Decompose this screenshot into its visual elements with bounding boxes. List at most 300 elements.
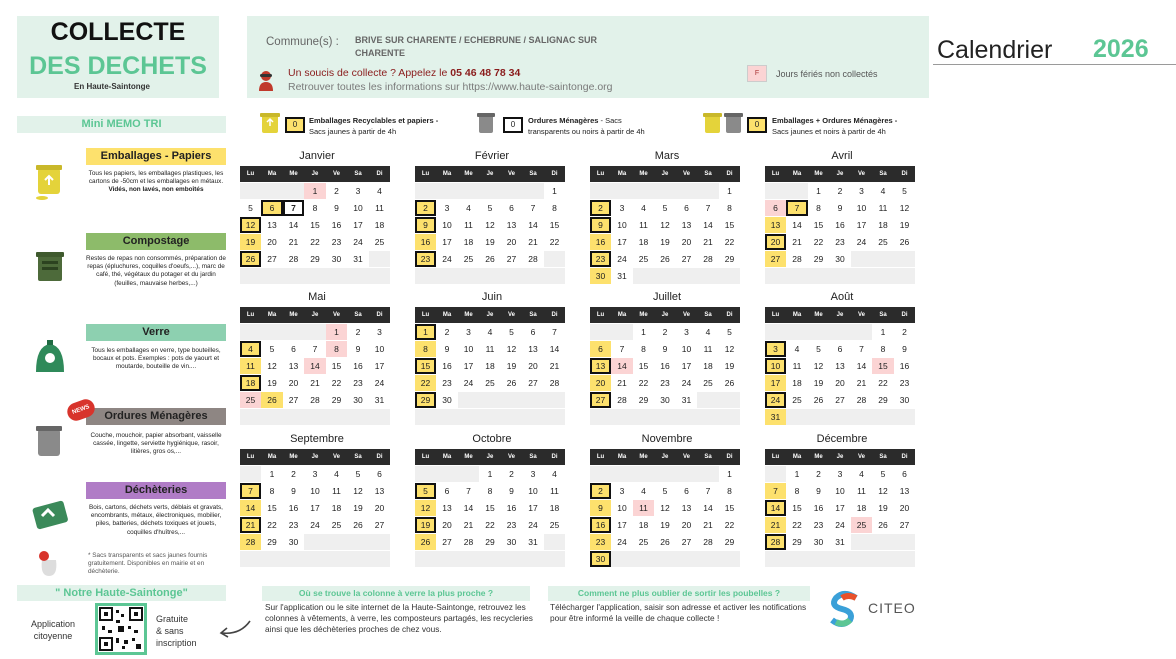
calendar-day: 17 xyxy=(310,503,320,513)
calendar-day: 16 xyxy=(506,503,517,513)
calendar-day: 15 xyxy=(638,361,649,371)
calendar-day: 13 xyxy=(681,220,692,230)
calendar-day: 10 xyxy=(681,344,692,354)
calendar-empty-cell xyxy=(415,551,436,567)
calendar-day: 22 xyxy=(415,375,436,391)
glass-container-icon xyxy=(30,336,70,376)
memo-category-desc-text: Restes de repas non consommés, préparation de repas (épluchures, coquilles d'oeufs,...), marc de café, thé, végétaux du potager et du jardin (feuilles, mauvaise herbes,...) xyxy=(86,255,226,287)
calendar-empty-cell xyxy=(283,324,304,340)
calendar-day: 1 xyxy=(487,469,493,479)
calendar-empty-cell xyxy=(654,268,676,284)
calendar-day: 31 xyxy=(617,271,627,281)
calendar-day: 2 xyxy=(902,327,907,337)
calendar-empty-cell xyxy=(369,534,390,550)
calendar-day: 28 xyxy=(703,537,713,547)
sacs-note: * Sacs transparents et sacs jaunes fournis gratuitement. Disponibles en mairie et en déchèterie. xyxy=(88,552,208,575)
calendar-day: 26 xyxy=(899,237,910,247)
calendar-day: 7 xyxy=(705,203,711,213)
calendar-empty-cell xyxy=(347,268,369,284)
calendar-day: 6 xyxy=(377,469,382,479)
calendar-day: 28 xyxy=(856,395,867,405)
calendar-day: 29 xyxy=(792,537,802,547)
calendar-day: 9 xyxy=(334,203,339,213)
calendar-empty-cell xyxy=(829,324,851,340)
calendar-day: 19 xyxy=(240,234,261,250)
memo-category-desc xyxy=(86,432,226,457)
gratuite-text xyxy=(156,613,197,649)
calendar-day: 11 xyxy=(332,486,341,496)
calendar-day: 11 xyxy=(485,344,495,354)
calendar-day: 6 xyxy=(684,486,689,496)
calendar-day: 2 xyxy=(415,200,436,216)
calendar-day: 18 xyxy=(878,220,888,230)
calendar-day: 12 xyxy=(813,361,824,371)
calendar-day: 20 xyxy=(681,237,692,247)
month-title: Mai xyxy=(308,291,326,303)
calendar-empty-cell xyxy=(697,183,719,199)
curved-arrow-icon xyxy=(218,617,252,639)
calendar-day: 13 xyxy=(835,361,845,371)
month-title: Septembre xyxy=(290,433,344,445)
legend-ordures xyxy=(528,115,678,137)
calendar-empty-cell xyxy=(808,324,829,340)
calendar-year: 2026 xyxy=(1093,35,1149,63)
calendar-day: 7 xyxy=(705,486,711,496)
calendar-empty-cell xyxy=(240,183,261,199)
calendar-day: 30 xyxy=(813,537,824,547)
calendar-day: 23 xyxy=(288,520,299,530)
calendar-day: 11 xyxy=(639,220,648,230)
calendar-day: 9 xyxy=(816,486,821,496)
calendar-day: 18 xyxy=(374,220,385,230)
calendar-day: 6 xyxy=(590,341,611,357)
calendar-day: 28 xyxy=(617,395,627,405)
weekday-header: Sa xyxy=(697,307,719,323)
calendar-day: 25 xyxy=(878,237,888,247)
calendar-day: 11 xyxy=(550,486,559,496)
qr-code-icon xyxy=(98,606,144,652)
calendar-day: 23 xyxy=(899,378,910,388)
calendar-empty-cell xyxy=(894,268,915,284)
calendar-day: 17 xyxy=(374,361,385,371)
calendar-day: 26 xyxy=(240,251,261,267)
calendar-day: 17 xyxy=(617,520,627,530)
calendar-day: 11 xyxy=(375,203,384,213)
calendar-day: 4 xyxy=(240,341,261,357)
memo-category-desc xyxy=(86,504,226,537)
calendar-empty-cell xyxy=(304,551,326,567)
calendar-empty-cell xyxy=(676,466,697,482)
calendar-empty-cell xyxy=(261,324,283,340)
calendar-day: 15 xyxy=(872,358,894,374)
legend-emballages-title: Emballages Recyclables et papiers - xyxy=(309,116,439,125)
calendar-day: 10 xyxy=(617,220,627,230)
calendar-empty-cell xyxy=(436,466,458,482)
weekday-header: Ve xyxy=(676,307,697,323)
yellow-bin-icon xyxy=(30,160,70,200)
calendar-day: 12 xyxy=(415,500,436,516)
legend-ordures-sub: transparents ou noirs à partir de 4h xyxy=(528,127,645,136)
calendar-day: 30 xyxy=(899,395,910,405)
calendar-empty-cell xyxy=(894,551,915,567)
calendar-empty-cell xyxy=(786,324,808,340)
calendar-empty-cell xyxy=(369,409,390,425)
calendar-title: Calendrier xyxy=(937,36,1053,64)
bags-icon xyxy=(38,550,60,578)
calendar-day: 26 xyxy=(660,537,670,547)
website-link[interactable]: Retrouver toutes les informations sur https://www.haute-saintonge.org xyxy=(288,81,613,93)
calendar-day: 25 xyxy=(549,520,560,530)
calendar-day: 18 xyxy=(485,361,495,371)
title-underline xyxy=(933,64,1176,65)
calendar-day: 15 xyxy=(331,361,342,371)
calendar-day: 10 xyxy=(765,358,786,374)
calendar-day: 31 xyxy=(353,254,363,264)
calendar-day: 8 xyxy=(816,203,821,213)
calendar-day: 15 xyxy=(813,220,824,230)
calendar-empty-cell xyxy=(240,466,261,482)
oubli-poubelles-question: Comment ne plus oublier de sortir les poubelles ? xyxy=(548,586,810,601)
calendar-day: 19 xyxy=(660,237,670,247)
memo-title: Mini MEMO TRI xyxy=(17,116,226,133)
calendar-day: 20 xyxy=(681,520,692,530)
calendar-day: 26 xyxy=(485,254,495,264)
calendar-day: 27 xyxy=(835,395,845,405)
calendar-day: 19 xyxy=(878,503,888,513)
yellow-bin-icon xyxy=(259,110,281,134)
memo-category-title: Ordures Ménagères xyxy=(86,408,226,425)
calendar-day: 27 xyxy=(442,537,452,547)
legend-both-sub: Sacs jaunes et noirs à partir de 4h xyxy=(772,127,886,136)
memo-category-desc-text: Tous les papiers, les emballages plastiques, les cartons de -50cm et les emballages en métaux. xyxy=(88,170,224,186)
calendar-empty-cell xyxy=(808,409,829,425)
weekday-header: Lu xyxy=(765,307,786,323)
app-label xyxy=(17,618,89,642)
weekday-header: Di xyxy=(544,449,565,465)
calendar-empty-cell xyxy=(894,409,915,425)
calendar-empty-cell xyxy=(326,268,347,284)
calendar-day: 2 xyxy=(590,200,611,216)
calendar-empty-cell xyxy=(436,551,458,567)
phone-number[interactable]: 05 46 48 78 34 xyxy=(450,67,521,79)
calendar-day: 4 xyxy=(377,186,382,196)
weekday-header: Ve xyxy=(851,166,872,182)
calendar-day: 23 xyxy=(590,534,611,550)
gratuite-line2: & sans xyxy=(156,626,184,636)
weekday-header: Di xyxy=(894,166,915,182)
calendar-day: 10 xyxy=(310,486,320,496)
calendar-empty-cell xyxy=(501,268,522,284)
calendar-day: 26 xyxy=(724,378,735,388)
memo-category-desc-text: Couche, mouchoir, papier absorbant, vaisselle cassée, lingette, serviette hygiénique, rasoir, litières, gros os,... xyxy=(90,432,222,456)
grey-bin-icon xyxy=(30,420,70,460)
memo-category-title: Déchèteries xyxy=(86,482,226,499)
calendar-empty-cell xyxy=(369,251,390,267)
weekday-header: Di xyxy=(719,307,740,323)
calendar-day: 19 xyxy=(506,361,517,371)
month-title: Octobre xyxy=(472,433,512,445)
weekday-header: Lu xyxy=(590,449,611,465)
calendar-day: 6 xyxy=(291,344,296,354)
calendar-empty-cell xyxy=(347,551,369,567)
calendar-day: 9 xyxy=(662,344,668,354)
calendar-day: 11 xyxy=(792,361,802,371)
calendar-empty-cell xyxy=(458,268,479,284)
weekday-header: Je xyxy=(304,449,326,465)
calendar-day: 10 xyxy=(617,503,627,513)
calendar-day: 7 xyxy=(283,200,304,216)
calendar-empty-cell xyxy=(633,466,654,482)
calendar-day: 4 xyxy=(487,327,493,337)
calendar-day: 5 xyxy=(248,203,253,213)
logo-title-line1: COLLECTE xyxy=(50,18,186,46)
calendar-day: 24 xyxy=(528,520,538,530)
calendar-day: 6 xyxy=(444,486,450,496)
calendar-empty-cell xyxy=(697,466,719,482)
calendar-day: 9 xyxy=(902,344,907,354)
calendar-day: 20 xyxy=(267,237,277,247)
legend-chip-both: 0 xyxy=(747,117,767,133)
calendar-empty-cell xyxy=(654,466,676,482)
calendar-empty-cell xyxy=(261,409,283,425)
holiday-swatch: F xyxy=(747,65,767,82)
weekday-header: Ma xyxy=(436,166,458,182)
calendar-day: 25 xyxy=(638,537,649,547)
calendar-day: 16 xyxy=(353,361,363,371)
calendar-empty-cell xyxy=(326,409,347,425)
weekday-header: Sa xyxy=(872,307,894,323)
calendar-day: 17 xyxy=(442,237,452,247)
weekday-header: Di xyxy=(369,307,390,323)
calendar-empty-cell xyxy=(479,183,501,199)
calendar-day: 28 xyxy=(549,378,560,388)
calendar-day: 15 xyxy=(724,503,735,513)
calendar-day: 21 xyxy=(617,378,627,388)
calendar-empty-cell xyxy=(786,183,808,199)
weekday-header: Ve xyxy=(676,449,697,465)
calendar-day: 3 xyxy=(684,327,689,337)
calendar-day: 31 xyxy=(835,537,845,547)
phone-text: Un soucis de collecte ? Appelez le xyxy=(288,67,451,79)
calendar-day: 20 xyxy=(506,237,517,247)
calendar-empty-cell xyxy=(304,409,326,425)
calendar-day: 23 xyxy=(813,520,824,530)
calendar-empty-cell xyxy=(851,324,872,340)
calendar-empty-cell xyxy=(676,409,697,425)
calendar-day: 16 xyxy=(442,361,452,371)
calendar-day: 1 xyxy=(727,186,732,196)
calendar-day: 12 xyxy=(878,486,888,496)
calendar-day: 12 xyxy=(724,344,735,354)
calendar-day: 6 xyxy=(530,327,536,337)
calendar-empty-cell xyxy=(786,268,808,284)
weekday-header: Sa xyxy=(347,307,369,323)
legend-chip-emballages: 0 xyxy=(285,117,305,133)
weekday-header: Ma xyxy=(436,307,458,323)
calendar-day: 10 xyxy=(856,203,867,213)
calendar-day: 3 xyxy=(444,203,450,213)
calendar-day: 22 xyxy=(638,378,649,388)
calendar-empty-cell xyxy=(829,409,851,425)
weekday-header: Ma xyxy=(786,449,808,465)
calendar-day: 3 xyxy=(355,186,361,196)
calendar-day: 22 xyxy=(813,237,824,247)
calendar-day: 28 xyxy=(463,537,474,547)
calendar-day: 14 xyxy=(288,220,299,230)
calendar-empty-cell xyxy=(479,409,501,425)
logo-block xyxy=(17,16,219,98)
calendar-day: 21 xyxy=(310,378,320,388)
calendar-day: 14 xyxy=(549,344,560,354)
legend-ordures-title: Ordures Ménagères xyxy=(528,116,599,125)
calendar-day: 4 xyxy=(466,203,471,213)
weekday-header: Je xyxy=(829,449,851,465)
weekday-header: Di xyxy=(544,166,565,182)
calendar-empty-cell xyxy=(415,183,436,199)
calendar-empty-cell xyxy=(894,534,915,550)
calendar-empty-cell xyxy=(851,409,872,425)
calendar-day: 30 xyxy=(590,551,611,567)
calendar-day: 24 xyxy=(310,520,320,530)
calendar-day: 10 xyxy=(528,486,538,496)
calendar-empty-cell xyxy=(261,268,283,284)
calendar-day: 13 xyxy=(374,486,385,496)
calendar-day: 2 xyxy=(837,186,843,196)
month-title: Juillet xyxy=(652,291,682,303)
calendar-day: 28 xyxy=(792,254,802,264)
calendar-day: 27 xyxy=(899,520,910,530)
weekday-header: Je xyxy=(654,166,676,182)
calendar-empty-cell xyxy=(697,409,719,425)
calendar-day: 26 xyxy=(261,392,283,408)
calendar-day: 22 xyxy=(485,520,495,530)
calendar-day: 27 xyxy=(681,254,692,264)
calendar-day: 9 xyxy=(590,500,611,516)
calendar-day: 2 xyxy=(509,469,514,479)
calendar-day: 19 xyxy=(813,378,824,388)
calendar-empty-cell xyxy=(304,324,326,340)
memo-category-desc xyxy=(86,255,226,288)
holiday-legend-label: Jours fériés non collectés xyxy=(776,69,878,79)
month-title: Juin xyxy=(481,291,503,303)
calendar-empty-cell xyxy=(765,183,786,199)
calendar-empty-cell xyxy=(436,268,458,284)
calendar-day: 31 xyxy=(765,409,786,425)
weekday-header: Sa xyxy=(697,166,719,182)
calendar-day: 21 xyxy=(463,520,474,530)
calendar-day: 30 xyxy=(660,395,670,405)
weekday-header: Lu xyxy=(415,307,436,323)
calendar-day: 17 xyxy=(528,503,538,513)
weekday-header: Sa xyxy=(872,166,894,182)
calendar-empty-cell xyxy=(633,409,654,425)
weekday-header: Ve xyxy=(501,307,522,323)
weekday-header: Je xyxy=(829,307,851,323)
weekday-header: Me xyxy=(808,166,829,182)
compost-bin-icon xyxy=(30,245,70,285)
calendar-empty-cell xyxy=(633,183,654,199)
calendar-empty-cell xyxy=(415,466,436,482)
legend-chip-ordures: 0 xyxy=(503,117,523,133)
calendar-day: 13 xyxy=(681,503,692,513)
calendar-empty-cell xyxy=(611,551,633,567)
calendar-day: 18 xyxy=(792,378,802,388)
calendar-day: 3 xyxy=(312,469,318,479)
calendar-day: 15 xyxy=(792,503,802,513)
calendar-day: 29 xyxy=(485,537,495,547)
calendar-empty-cell xyxy=(479,551,501,567)
calendar-day: 27 xyxy=(267,254,277,264)
calendar-empty-cell xyxy=(304,534,326,550)
calendar-empty-cell xyxy=(326,534,347,550)
calendar-day: 5 xyxy=(269,344,275,354)
calendar-day: 13 xyxy=(590,358,611,374)
calendar-day: 27 xyxy=(681,537,692,547)
weekday-header: Je xyxy=(304,166,326,182)
calendar-day: 1 xyxy=(552,186,557,196)
calendar-day: 4 xyxy=(859,469,864,479)
weekday-header: Ve xyxy=(676,166,697,182)
calendar-day: 8 xyxy=(552,203,557,213)
calendar-empty-cell xyxy=(765,551,786,567)
weekday-header: Ma xyxy=(261,307,283,323)
qr-code[interactable] xyxy=(95,603,147,655)
calendar-day: 25 xyxy=(463,254,474,264)
calendar-day: 19 xyxy=(724,361,735,371)
calendar-day: 17 xyxy=(353,220,363,230)
calendar-day: 17 xyxy=(856,220,867,230)
weekday-header: Je xyxy=(304,307,326,323)
calendar-day: 18 xyxy=(549,503,560,513)
calendar-day: 18 xyxy=(703,361,713,371)
weekday-header: Lu xyxy=(590,166,611,182)
weekday-header: Je xyxy=(829,166,851,182)
calendar-empty-cell xyxy=(611,409,633,425)
calendar-day: 5 xyxy=(816,344,821,354)
calendar-day: 11 xyxy=(857,486,866,496)
weekday-header: Lu xyxy=(240,166,261,182)
weekday-header: Ma xyxy=(261,166,283,182)
calendar-day: 30 xyxy=(288,537,299,547)
calendar-day: 7 xyxy=(466,486,471,496)
yellow-grey-bins-icon xyxy=(703,110,743,134)
calendar-empty-cell xyxy=(676,268,697,284)
calendar-day: 26 xyxy=(506,378,517,388)
calendar-day: 6 xyxy=(765,200,786,216)
calendar-empty-cell xyxy=(458,183,479,199)
calendar-day: 10 xyxy=(374,344,385,354)
calendar-empty-cell xyxy=(415,268,436,284)
calendar-day: 5 xyxy=(727,327,732,337)
calendar-day: 12 xyxy=(240,217,261,233)
calendar-day: 26 xyxy=(813,395,824,405)
calendar-day: 25 xyxy=(792,395,802,405)
calendar-day: 5 xyxy=(662,203,668,213)
calendar-empty-cell xyxy=(458,392,479,408)
calendar-day: 25 xyxy=(374,237,385,247)
weekday-header: Me xyxy=(283,449,304,465)
weekday-header: Ma xyxy=(611,166,633,182)
calendar-day: 14 xyxy=(765,500,786,516)
calendar-empty-cell xyxy=(654,183,676,199)
calendar-day: 2 xyxy=(334,186,339,196)
calendar-day: 30 xyxy=(353,395,363,405)
calendar-day: 24 xyxy=(617,537,627,547)
calendar-day: 8 xyxy=(641,344,646,354)
calendar-day: 20 xyxy=(899,503,910,513)
calendar-day: 10 xyxy=(353,203,363,213)
calendar-day: 20 xyxy=(835,378,845,388)
